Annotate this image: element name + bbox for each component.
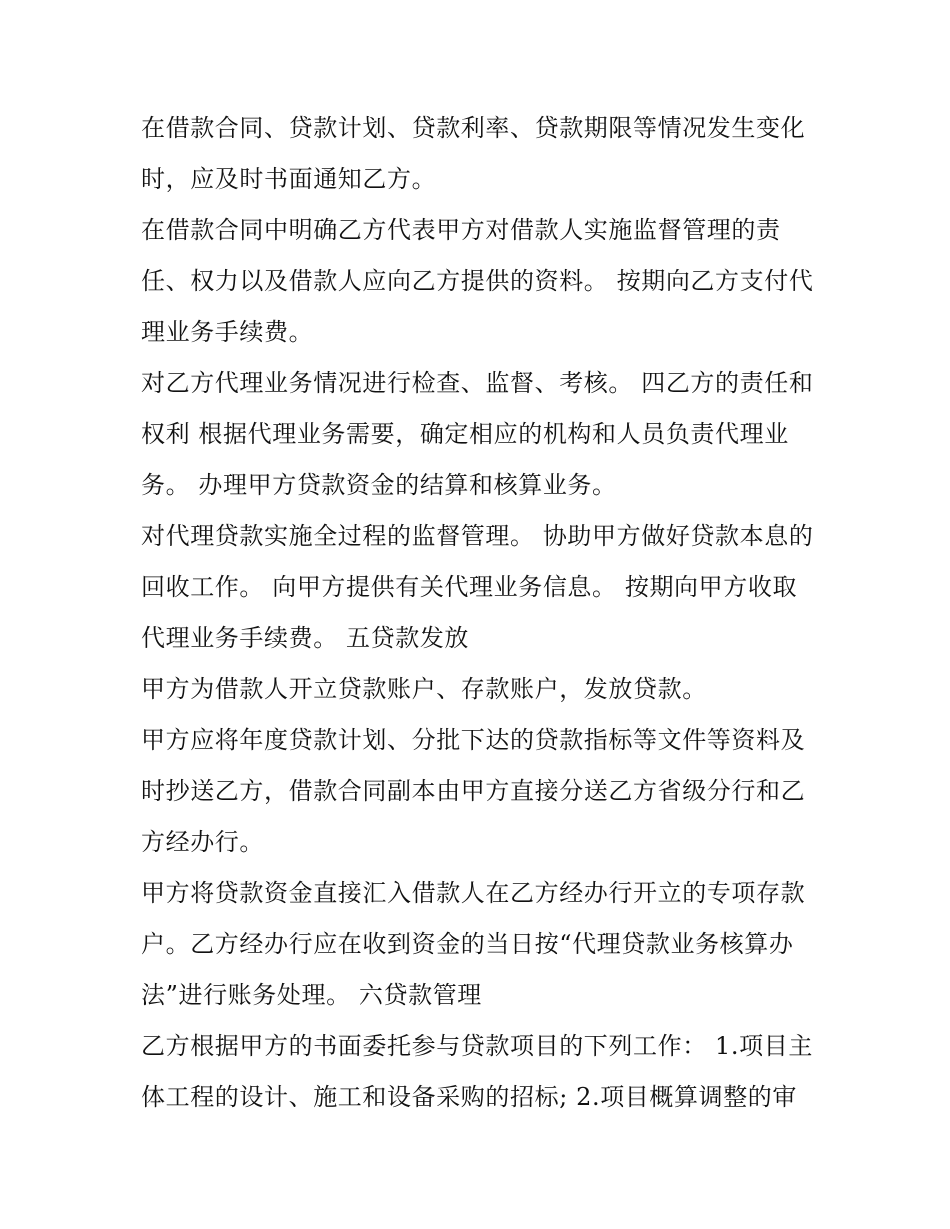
document-body — [141, 103, 821, 1123]
paragraph-fund-transfer: 甲方将贷款资金直接汇入借款人在乙方经办行开立的专项存款户。乙方经办行应在收到资金的当日按“代理贷款业务核算办法”进行账务处理。 六贷款管理 — [141, 879, 806, 1009]
paragraph-inspection-responsibilities: 对乙方代理业务情况进行检查、监督、考核。 四乙方的责任和权利 根据代理业务需要，确定相应的机构和人员负责代理业务。 办理甲方贷款资金的结算和核算业务。 — [141, 369, 814, 499]
paragraph-notify-changes: 在借款合同、贷款计划、贷款利率、贷款期限等情况发生变化时，应及时书面通知乙方。 — [141, 114, 806, 193]
paragraph-open-accounts: 甲方为借款人开立贷款账户、存款账户，发放贷款。 — [141, 675, 707, 703]
paragraph-process-supervision: 对代理贷款实施全过程的监督管理。 协助甲方做好贷款本息的回收工作。 向甲方提供有关代理业务信息。 按期向甲方收取代理业务手续费。 五贷款发放 — [141, 522, 814, 652]
paragraph-entrusted-work: 乙方根据甲方的书面委托参与贷款项目的下列工作： 1.项目主体工程的设计、施工和设备采购的招标; 2.项目概算调整的审 — [141, 1032, 813, 1111]
paragraph-annual-plan: 甲方应将年度贷款计划、分批下达的贷款指标等文件等资料及时抄送乙方，借款合同副本由甲方直接分送乙方省级分行和乙方经办行。 — [141, 726, 806, 856]
paragraph-contract-supervision: 在借款合同中明确乙方代表甲方对借款人实施监督管理的责任、权力以及借款人应向乙方提供的资料。 按期向乙方支付代理业务手续费。 — [141, 216, 814, 346]
